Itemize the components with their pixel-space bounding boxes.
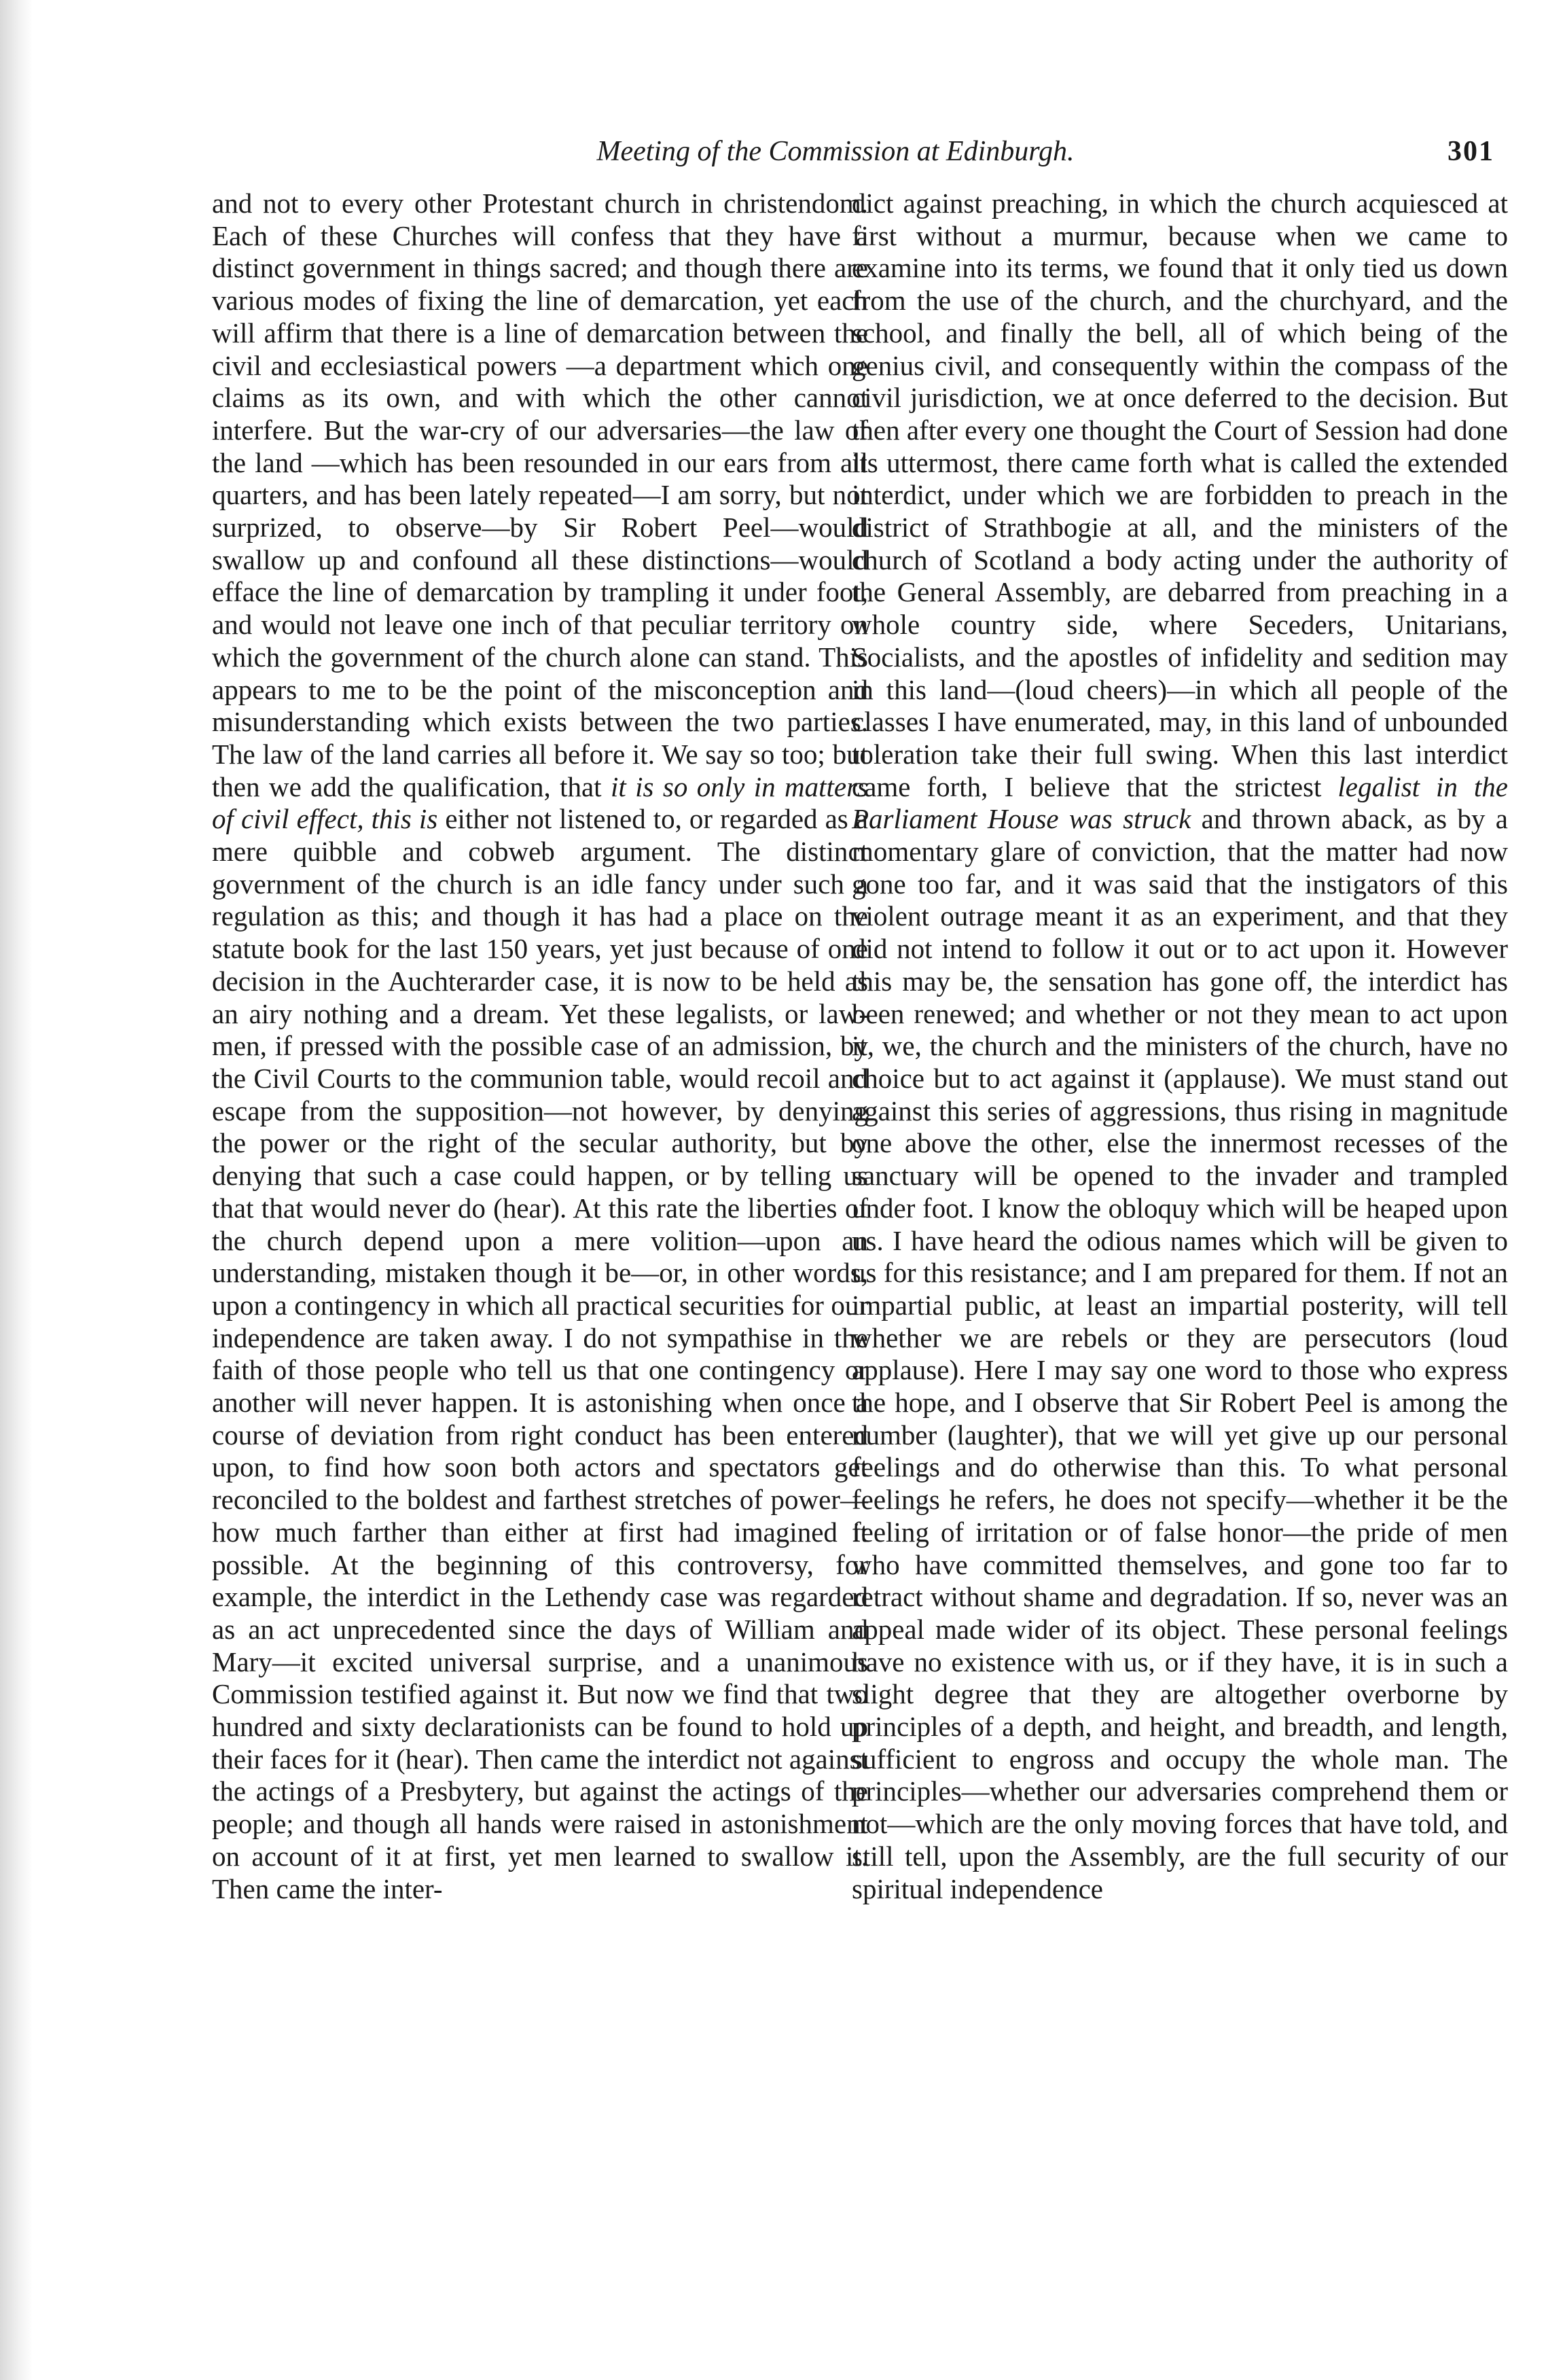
right-column-text — [852, 188, 1508, 1905]
page-number: 301 — [1447, 136, 1494, 167]
left-column-text — [212, 188, 868, 1905]
left-italic-text: it is so only in matters of civil effect, this is — [212, 770, 868, 835]
running-header — [170, 128, 1501, 175]
running-title: Meeting of the Commission at Edinburgh. — [596, 136, 1075, 167]
right-column — [852, 188, 1508, 1905]
left-text-part-2: either not listened to, or regarded as a mere quibble and cobweb argument. The distinct government of the church is an idle fancy under such a regulation as this; and though it has had a place on the statute book for the last 150 years, yet just because of one decision in the Auchterarder case, it is now to be held as an airy nothing and a dream. Yet these legalists, or law-men, if pressed with the possible case of an admission, by the Civil Courts to the communion table, would recoil and escape from the supposition—not however, by denying the power or the right of the secular authority, but by denying that such a case could happen, or by telling us that that would never do (hear). At this rate the liberties of the church depend upon a mere volition—upon an understanding, mistaken though it be—or, in other words, upon a contingency in which all practical securities for our independence are taken away. I do not sympathise in the faith of those people who tell us that one contingency or another will never happen. It is astonishing when once a course of deviation from right conduct has been entered upon, to find how soon both actors and spectators get reconciled to the boldest and farthest stretches of power—how much farther than either at first had imagined it possible. At the beginning of this controversy, for example, the interdict in the Lethendy case was regarded as an act unprecedented since the days of William and Mary—it excited universal surprise, and a unanimous Commission testified against it. But now we find that two hundred and sixty declarationists can be found to hold up their faces for it (hear). Then came the interdict not against the actings of a Presbytery, but against the actings of the people; and though all hands were raised in astonishment on account of it at first, yet men learned to swallow it. Then came the inter- — [212, 803, 869, 1904]
page-binding-edge — [0, 0, 33, 2380]
right-text-part-2: and thrown aback, as by a momentary glare of conviction, that the matter had now gone too far, and it was said that the instigators of this violent outrage meant it as an experiment, and that they did not intend to follow it out or to act upon it. However this may be, the sensation has gone off, the interdict has been renewed; and whether or not they mean to act upon it, we, the church and the ministers of the church, have no choice but to act against it (applause). We must stand out against this series of aggressions, thus rising in magnitude one above the other, else the innermost recesses of the sanctuary will be opened to the invader and trampled under foot. I know the obloquy which will be heaped upon us. I have heard the odious names which will be given to us for this resistance; and I am prepared for them. If not an impartial public, at least an impartial posterity, will tell whether we are rebels or they are persecutors (loud applause). Here I may say one word to those who express the hope, and I observe that Sir Robert Peel is among the number (laughter), that we will yet give up our personal feelings and do otherwise than this. To what personal feelings he refers, he does not specify—whether it be the feeling of irritation or of false honor—the pride of men who have committed themselves, and gone too far to retract without shame and degradation. If so, never was an appeal made wider of its object. These personal feelings have no existence with us, or if they have, it is in such a slight degree that they are altogether overborne by principles of a depth, and height, and breadth, and length, sufficient to engross and occupy the whole man. The principles—whether our adversaries comprehend them or not—which are the only moving forces that have told, and still tell, upon the Assembly, are the full security of our spiritual independence — [852, 803, 1508, 1904]
right-text-part-1: dict against preaching, in which the church acquiesced at first without a murmur, because when we came to examine into its terms, we found that it only tied us down from the use of the church, and the churchyard, and the school, and finally the bell, all of which being of the genius civil, and consequently within the compass of the civil jurisdiction, we at once deferred to the decision. But then after every one thought the Court of Session had done its uttermost, there came forth what is called the extended interdict, under which we are forbidden to preach in the district of Strathbogie at all, and the ministers of the church of Scotland a body acting under the authority of the General Assembly, are debarred from preaching in a whole country side, where Seceders, Unitarians, Socialists, and the apostles of infidelity and sedition may in this land—(loud cheers)—in which all people of the classes I have enumerated, may, in this land of unbounded toleration take their full swing. When this last interdict came forth, I believe that the strictest — [852, 188, 1508, 802]
left-column — [212, 188, 868, 1905]
left-text-part-1: and not to every other Protestant church in christendom. Each of these Churches will confess that they have a distinct government in things sacred; and though there are various modes of fixing the line of demarcation, yet each will affirm that there is a line of demarcation between the civil and ecclesiastical powers —a department which one claims as its own, and with which the other cannot interfere. But the war-cry of our adversaries—the law of the land —which has been resounded in our ears from all quarters, and has been lately repeated—I am sorry, but not surprized, to observe—by Sir Robert Peel—would swallow up and confound all these distinctions—would efface the line of demarcation by trampling it under foot, and would not leave one inch of that peculiar territory on which the government of the church alone can stand. This appears to me to be the point of the misconception and misunderstanding which exists between the two parties. The law of the land carries all before it. We say so too; but then we add the qualification, that — [212, 188, 868, 802]
right-italic-text: legalist in the Parliament House was struck — [852, 770, 1508, 835]
